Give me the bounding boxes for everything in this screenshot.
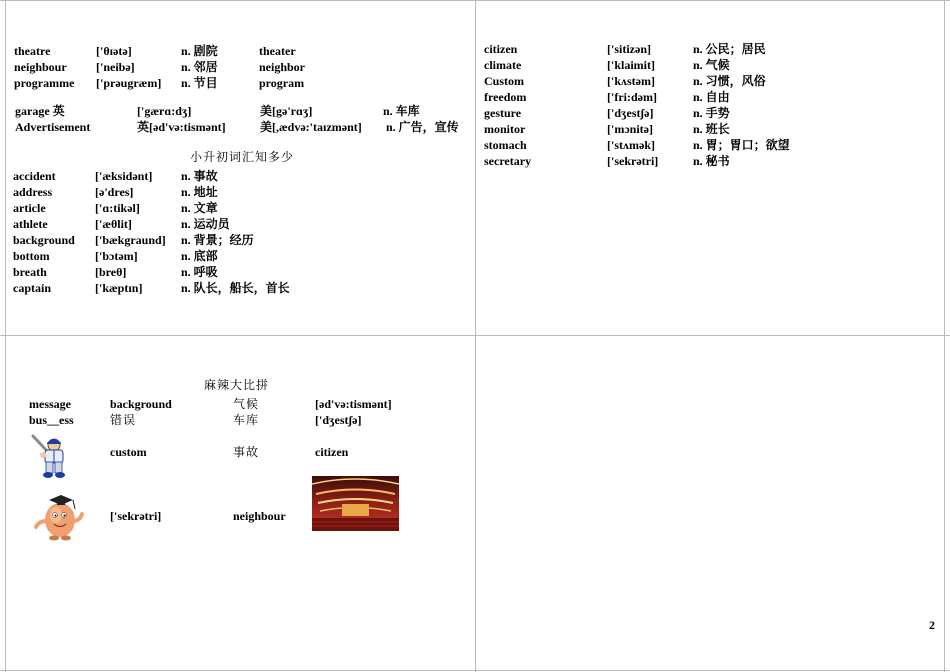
word: captain [13,281,52,295]
word-row [0,216,950,232]
word: gesture [484,106,522,120]
phonetic-american: 美[,ædvə:'taɪzmənt] [260,120,362,134]
border-bottom [0,670,950,671]
border-top [0,0,950,1]
meaning: n. 习惯，风俗 [693,74,766,88]
word: citizen [484,42,518,56]
game-cell: neighbour [233,509,286,523]
section-heading: 小升初词汇知多少 [190,150,295,164]
phonetic: [breθ] [95,265,127,279]
phonetic: [ə'dres] [95,185,134,199]
american-spelling: theater [259,44,296,58]
phonetic-british: ['gærɑ:dʒ] [137,104,192,118]
game-cell: 错误 [110,413,137,427]
meaning: n. 手势 [693,106,730,120]
phonetic-british: 英[əd'və:tismənt] [137,120,226,134]
panel-divider-horizontal [0,335,950,336]
phonetic: ['neibə] [96,60,135,74]
phonetic: ['prəugræm] [96,76,162,90]
game-cell: 气候 [233,397,260,411]
meaning: n. 地址 [181,185,218,199]
meaning: n. 运动员 [181,217,230,231]
word-row [0,153,950,169]
phonetic: ['æksidənt] [95,169,153,183]
word-row [0,232,950,248]
meaning: n. 秘书 [693,154,730,168]
phonetic: ['ɑ:tikəl] [95,201,140,215]
word: address [13,185,53,199]
game-cell: [əd'və:tismənt] [315,397,392,411]
word-row [0,105,950,121]
game-cell: message [29,397,71,411]
meaning: n. 节目 [181,76,218,90]
game-cell: 事故 [233,445,260,459]
phonetic: ['fri:dəm] [607,90,657,104]
phonetic: ['dʒestʃə] [607,106,654,120]
word-row [0,280,950,296]
word: programme [14,76,75,90]
word: bottom [13,249,50,263]
phonetic-american: 美[gə'rɑʒ] [260,104,313,118]
word: breath [13,265,47,279]
word: Advertisement [15,120,91,134]
word: monitor [484,122,526,136]
game-cell: ['sekrətri] [110,509,162,523]
meaning: n. 车库 [383,104,420,118]
baseball-player-image [30,433,72,479]
word: athlete [13,217,48,231]
meaning: n. 底部 [181,249,218,263]
american-spelling: neighbor [259,60,306,74]
meaning: n. 胃；胃口；欲望 [693,138,790,152]
phonetic: ['bækgraund] [95,233,166,247]
phonetic: ['sitizən] [607,42,651,56]
meaning: n. 队长，船长，首长 [181,281,290,295]
meaning: n. 文章 [181,201,218,215]
meaning: n. 邻居 [181,60,218,74]
phonetic: ['æθlit] [95,217,132,231]
word-row [0,200,950,216]
word: neighbour [14,60,67,74]
meaning: n. 广告，宣传 [386,120,459,134]
meaning: n. 班长 [693,122,730,136]
word-row [0,264,950,280]
word: background [13,233,75,247]
word: theatre [14,44,51,58]
word: stomach [484,138,527,152]
word-row [0,184,950,200]
phonetic: ['θɪətə] [96,44,132,58]
phonetic: ['stʌmək] [607,138,655,152]
word-row [0,137,950,153]
word: secretary [484,154,532,168]
word-row [0,248,950,264]
theatre-image [312,476,399,531]
game-cell: custom [110,445,147,459]
word-row [0,121,950,137]
game-heading: 麻辣大比拼 [204,378,270,392]
meaning: n. 事故 [181,169,218,183]
phonetic: ['kʌstəm] [607,74,655,88]
word-row [0,57,950,73]
page-number: 2 [929,618,935,632]
word-row [0,168,950,184]
meaning: n. 公民；居民 [693,42,766,56]
word-row [0,89,950,105]
game-cell: bus__ess [29,413,74,427]
game-cell: ['dʒestʃə] [315,413,362,427]
word: garage 英 [15,104,65,118]
phonetic: ['sekrətri] [607,154,659,168]
phonetic: ['kæptɪn] [95,281,143,295]
game-cell: citizen [315,445,349,459]
word: climate [484,58,522,72]
meaning: n. 气候 [693,58,730,72]
game-cell: 车库 [233,413,260,427]
game-cell: background [110,397,172,411]
american-spelling: program [259,76,305,90]
meaning: n. 呼吸 [181,265,218,279]
game-row [0,396,470,412]
word: accident [13,169,56,183]
word: freedom [484,90,527,104]
word: article [13,201,46,215]
game-row [0,412,470,428]
word-row [0,41,950,57]
meaning: n. 剧院 [181,44,218,58]
word-row [0,73,950,89]
phonetic: ['klaimit] [607,58,655,72]
meaning: n. 自由 [693,90,730,104]
meaning: n. 背景；经历 [181,233,254,247]
phonetic: ['bɔtəm] [95,249,138,263]
cartoon-graduate-image [30,491,86,541]
phonetic: ['mɔnitə] [607,122,653,136]
word: Custom [484,74,525,88]
